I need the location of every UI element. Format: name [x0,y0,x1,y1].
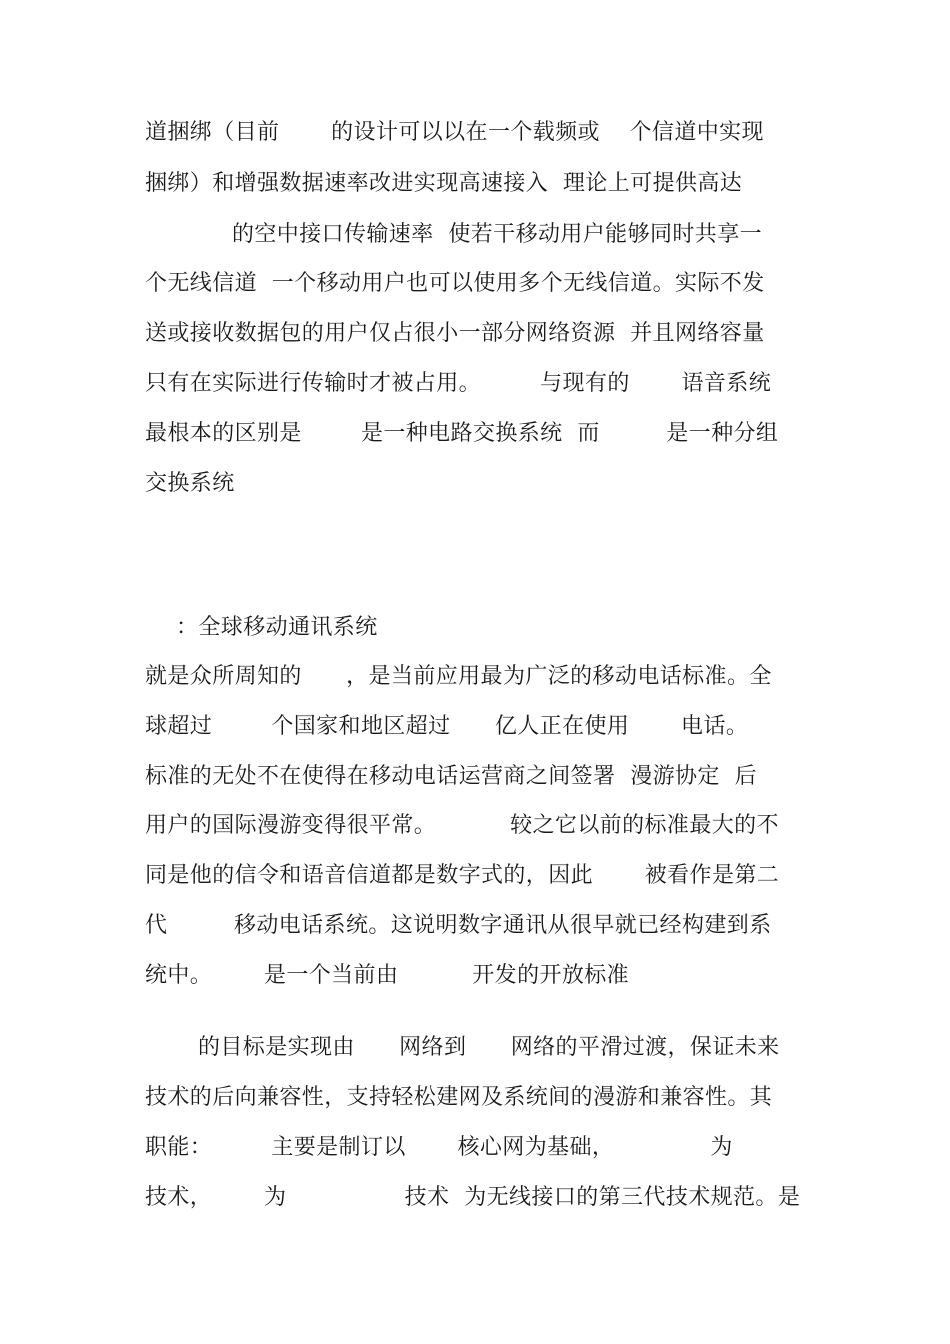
text-line: 用户的国际漫游变得很平常。 较之它以前的标准最大的不 [145,813,779,838]
text-line: 只有在实际进行传输时才被占用。 与现有的 语音系统 [145,371,772,396]
text-line: 职能： 主要是制订以 核心网为基础， 为 [145,1135,733,1160]
text-line: 代 移动电话系统。这说明数字通讯从很早就已经构建到系 [145,913,772,938]
section-heading: ：全球移动通讯系统 [176,615,378,640]
text-line: 同是他的信令和语音信道都是数字式的，因此 被看作是第二 [145,863,780,888]
text-line: 最根本的区别是 是一种电路交换系统 而 是一种分组 [145,421,779,446]
text-line: 个无线信道 一个移动用户也可以使用多个无线信道。实际不发 [145,271,765,296]
text-line: 技术的后向兼容性，支持轻松建网及系统间的漫游和兼容性。其 [145,1085,773,1110]
text-line: 球超过 个国家和地区超过 亿人正在使用 电话。 [145,714,749,739]
text-line: 送或接收数据包的用户仅占很小一部分网络资源 并且网络容量 [145,321,765,346]
text-line: 标准的无处不在使得在移动电话运营商之间签署 漫游协定 后 [145,764,757,789]
text-line: 技术， 为 技术 为无线接口的第三代技术规范。是 [145,1185,801,1210]
text-line: 统中。 是一个当前由 开发的开放标准 [145,963,630,988]
text-line: 交换系统 [145,471,235,496]
text-line: 道捆绑（目前 的设计可以以在一个载频或 个信道中实现 [145,120,764,145]
text-line: 的目标是实现由 网络到 网络的平滑过渡，保证未来 [198,1035,780,1060]
text-line: 就是众所周知的 ，是当前应用最为广泛的移动电话标准。全 [145,664,772,689]
text-line: 捆绑）和增强数据速率改进实现高速接入 理论上可提供高达 [145,171,743,196]
text-line: 的空中接口传输速率 使若干移动用户能够同时共享一 [232,222,762,247]
